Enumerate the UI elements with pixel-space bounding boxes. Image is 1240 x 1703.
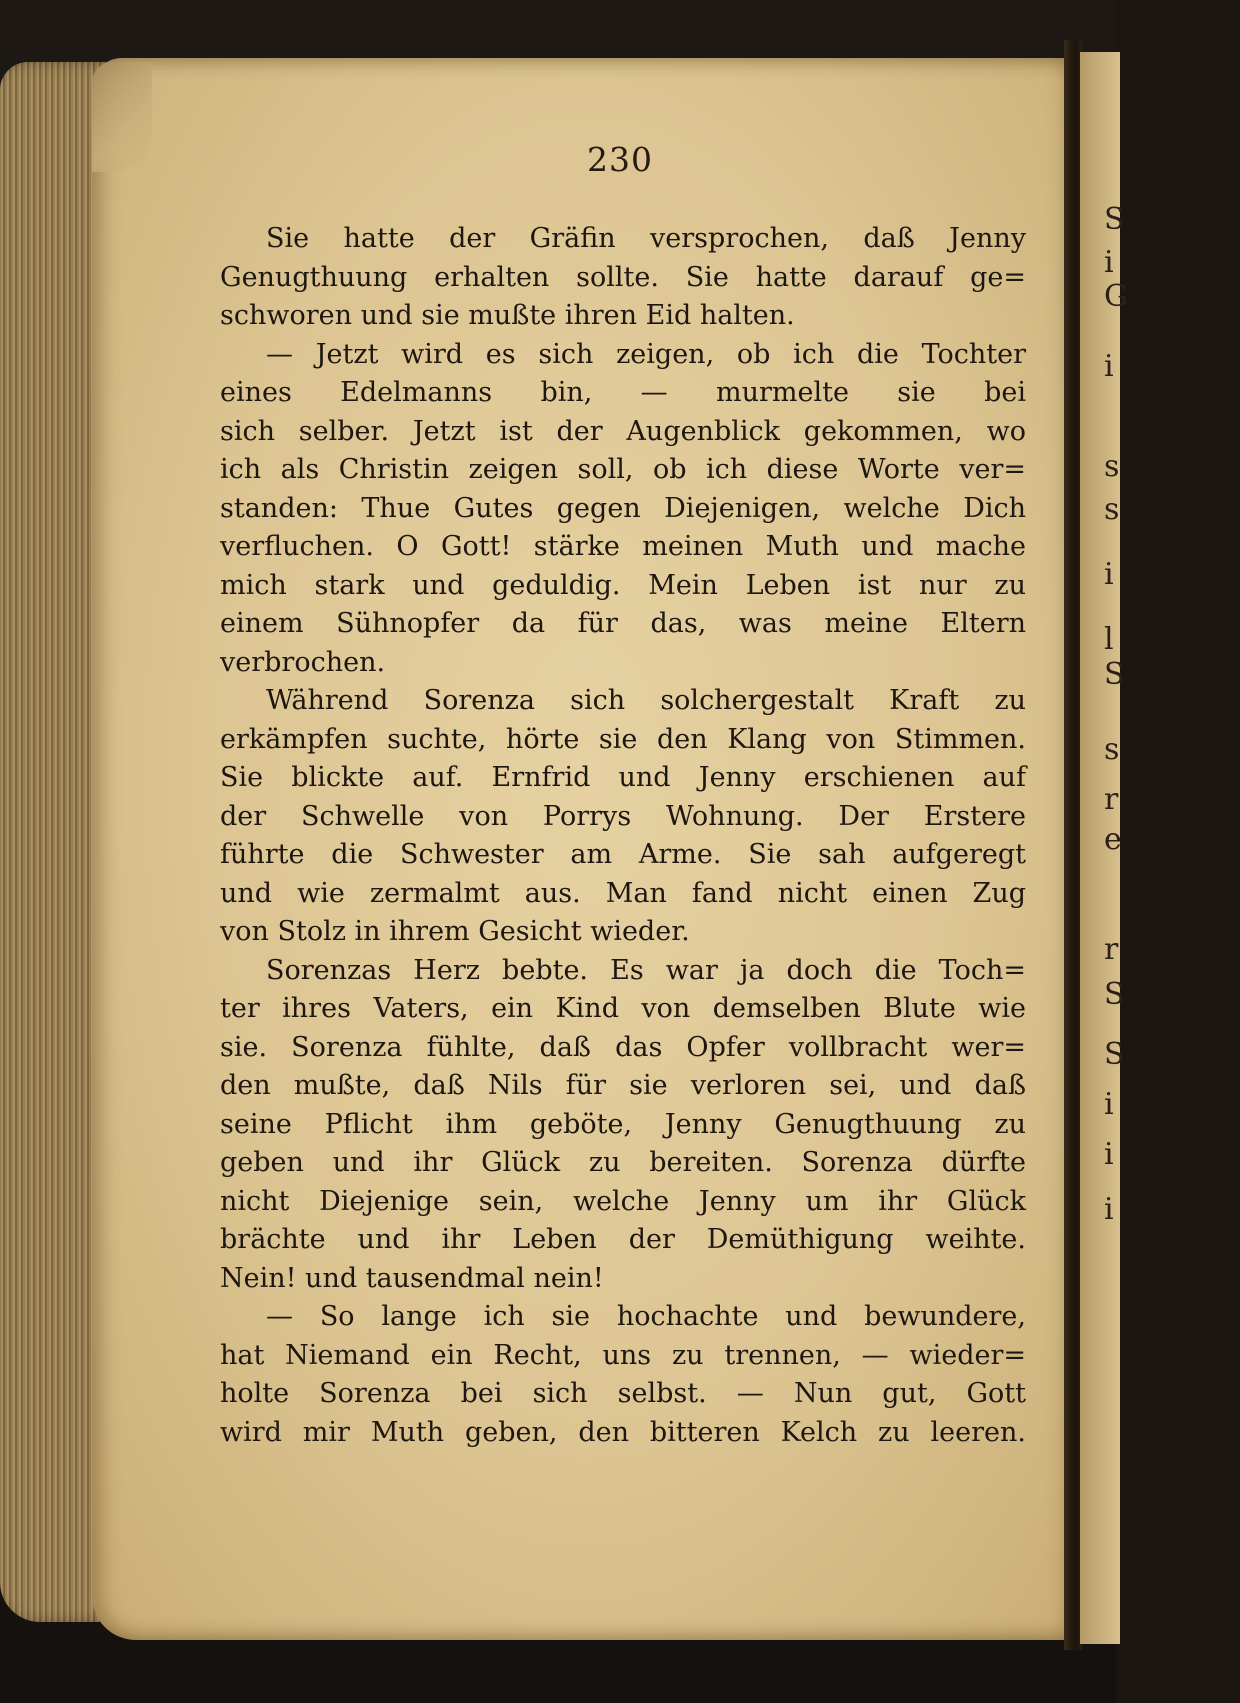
text-line: wird mir Muth geben, den bitteren Kelch zu leeren. [220, 1416, 1026, 1448]
text-line: eines Edelmanns bin, — murmelte sie bei [220, 377, 1026, 408]
text-line: standen: Thue Gutes gegen Diejenigen, welche Dich [220, 492, 1026, 524]
facing-page-glyph: i [1104, 1192, 1114, 1227]
facing-page-glyph: i [1104, 557, 1114, 592]
facing-page-glyph: s [1104, 492, 1120, 527]
facing-page-glyph: r [1104, 932, 1119, 967]
facing-page-glyph: r [1104, 782, 1119, 817]
text-line: ich als Christin zeigen soll, ob ich diese Worte ver= [220, 454, 1026, 485]
facing-page-glyph: s [1104, 449, 1120, 484]
text-line: Sorenzas Herz bebte. Es war ja doch die Toch= [266, 954, 1026, 986]
text-line: — Jetzt wird es sich zeigen, ob ich die Tochter [266, 338, 1026, 370]
text-line: hat Niemand ein Recht, uns zu trennen, — wieder= [220, 1339, 1026, 1371]
text-line: den mußte, daß Nils für sie verloren sei, und daß [220, 1070, 1026, 1101]
facing-page-glyph: S [1104, 977, 1125, 1012]
facing-page-glyph: i [1104, 349, 1114, 384]
text-line: Nein! und tausendmal nein! [220, 1262, 604, 1294]
text-line: verbrochen. [220, 646, 386, 678]
facing-page-glyph: S [1104, 657, 1125, 692]
text-line: erkämpfen suchte, hörte sie den Klang von Stimmen. [220, 723, 1026, 755]
facing-page-glyph: S [1104, 1037, 1125, 1072]
text-line: ter ihres Vaters, ein Kind von demselben Blute wie [220, 993, 1026, 1024]
facing-page-glyph: i [1104, 1137, 1114, 1172]
body-text [220, 220, 1026, 1452]
text-line: schworen und sie mußte ihren Eid halten. [220, 300, 795, 331]
facing-page-glyph: i [1104, 1087, 1114, 1122]
text-line: geben und ihr Glück zu bereiten. Sorenza dürfte [220, 1147, 1026, 1178]
text-line: — So lange ich sie hochachte und bewundere, [266, 1301, 1026, 1332]
facing-page-glyph: S [1104, 202, 1125, 237]
facing-page-glyph: s [1104, 732, 1120, 767]
text-line: Sie blickte auf. Ernfrid und Jenny erschienen auf [220, 762, 1026, 793]
text-line: seine Pflicht ihm geböte, Jenny Genugthuung zu [220, 1108, 1026, 1140]
facing-page-glyph: e [1104, 822, 1122, 857]
text-line: mich stark und geduldig. Mein Leben ist nur zu [220, 569, 1026, 601]
text-line: der Schwelle von Porrys Wohnung. Der Erstere [220, 800, 1026, 832]
text-line: verfluchen. O Gott! stärke meinen Muth und mache [220, 531, 1026, 562]
text-line: sie. Sorenza fühlte, daß das Opfer vollbracht wer= [220, 1031, 1026, 1063]
text-line: von Stolz in ihrem Gesicht wieder. [220, 916, 690, 947]
text-line: Während Sorenza sich solchergestalt Kraft zu [266, 685, 1026, 716]
text-line: einem Sühnopfer da für das, was meine Eltern [220, 608, 1026, 639]
text-line: brächte und ihr Leben der Demüthigung weihte. [220, 1224, 1026, 1255]
text-line: und wie zermalmt aus. Man fand nicht einen Zug [220, 877, 1026, 909]
text-line: holte Sorenza bei sich selbst. — Nun gut, Gott [220, 1378, 1026, 1409]
text-line: führte die Schwester am Arme. Sie sah aufgeregt [220, 839, 1026, 870]
text-line: sich selber. Jetzt ist der Augenblick gekommen, wo [220, 415, 1026, 447]
facing-page-glyph: G [1104, 279, 1128, 314]
facing-page-glyph: i [1104, 245, 1114, 280]
text-line: Sie hatte der Gräfin versprochen, daß Jenny [266, 223, 1026, 254]
page-number: 230 [587, 140, 653, 179]
text-line: Genugthuung erhalten sollte. Sie hatte darauf ge= [220, 261, 1026, 293]
text-line: nicht Diejenige sein, welche Jenny um ihr Glück [220, 1185, 1026, 1217]
facing-page-glyph: l [1104, 622, 1114, 657]
